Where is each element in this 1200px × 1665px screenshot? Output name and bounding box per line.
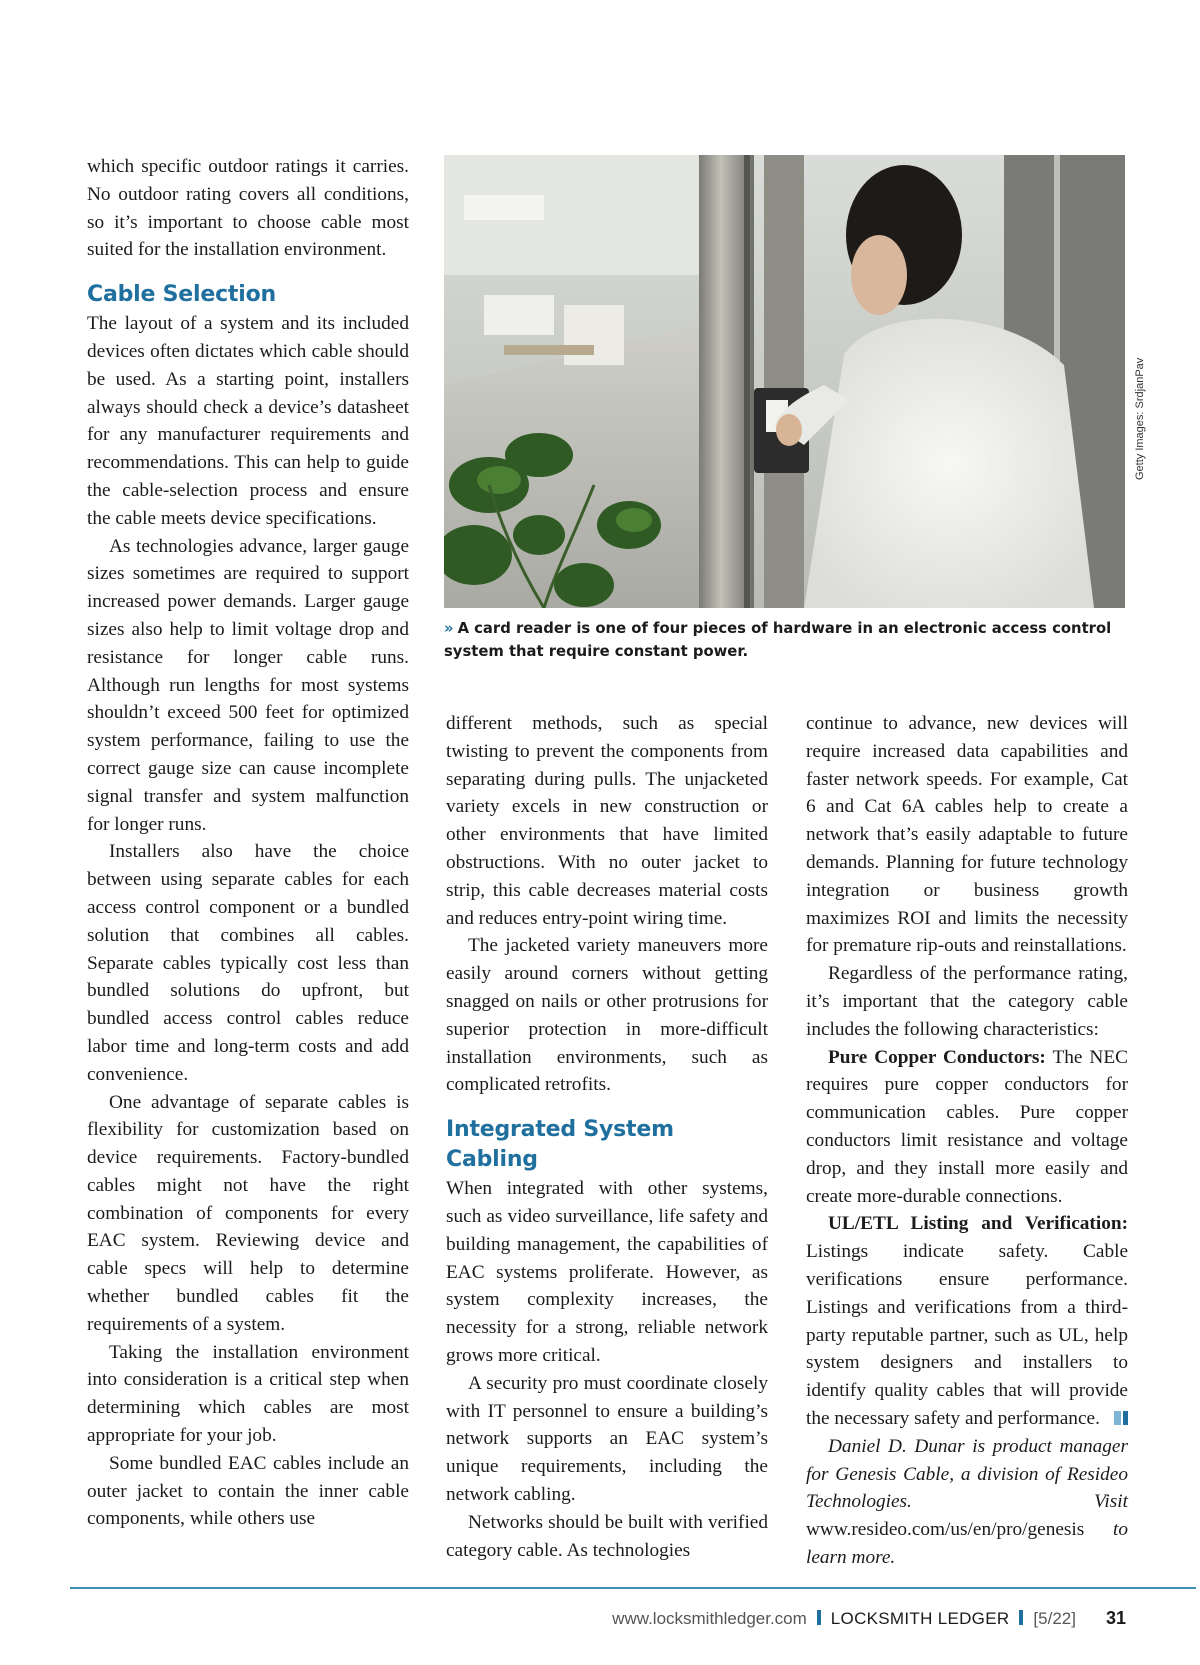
paragraph-text: The NEC requires pure copper conductors for communication cables. Pure copper conductors limit resistance and voltage drop, and they install more easily and create more-durable connections. <box>806 1046 1128 1207</box>
footer-url[interactable]: www.locksmithledger.com <box>612 1609 807 1628</box>
photo-caption <box>444 617 1134 663</box>
section-heading-cable-selection: Cable Selection <box>87 282 276 308</box>
paragraph: different methods, such as special twisting to prevent the components from separating during pulls. The unjacketed variety excels in new construction or other environments that have limited obstructions. With no outer jacket to strip, this cable decreases material costs and reduces entry-point wiring time. <box>446 713 768 929</box>
column-3 <box>806 710 1128 1572</box>
photo-credit: Getty Images: SrdjanPav <box>1134 357 1146 480</box>
run-in-heading: Pure Copper Conductors: <box>828 1046 1046 1068</box>
photo-illustration <box>444 155 1125 608</box>
run-in-heading: UL/ETL Listing and Verification: <box>828 1213 1128 1235</box>
column-1 <box>87 153 409 1533</box>
paragraph: Regardless of the performance rating, it’s important that the category cable includes the following characteristics: <box>806 963 1128 1040</box>
divider-icon <box>1019 1610 1023 1625</box>
end-mark-icon <box>1114 1411 1121 1425</box>
footer <box>612 1608 1126 1629</box>
bio-text: to learn more. <box>806 1519 1128 1568</box>
paragraph: As technologies advance, larger gauge sizes sometimes are required to support increased power demands. Larger gauge sizes also help to limit voltage drop and resistance for longer cable runs. Although run lengths for most systems shouldn’t exceed 500 feet for optimized system performance, failing to use the correct gauge size can cause incomplete signal transfer and system malfunction for longer runs. <box>87 535 409 835</box>
paragraph: When integrated with other systems, such as video surveillance, life safety and building management, the capabilities of EAC systems proliferate. However, as system complexity increases, the necessity for a strong, reliable network grows more critical. <box>446 1178 768 1366</box>
paragraph: The jacketed variety maneuvers more easily around corners without getting snagged on nails or other protrusions for superior protection in more-difficult installation environments, such as complicated retrofits. <box>446 935 768 1096</box>
paragraph: continue to advance, new devices will require increased data capabilities and faster network speeds. For example, Cat 6 and Cat 6A cables help to create a network that’s easily adaptable to future demands. Planning for future technology integration or business growth maximizes ROI and limits the necessity for premature rip-outs and reinstallations. <box>806 713 1128 957</box>
paragraph: Taking the installation environment into consideration is a critical step when determining which cables are most appropriate for your job. <box>87 1341 409 1447</box>
paragraph: Installers also have the choice between using separate cables for each access control component or a bundled solution that combines all cables. Separate cables typically cost less than bundled solutions do upfront, but bundled access control cables reduce labor time and long-term costs and add convenience. <box>87 841 409 1085</box>
page-number: 31 <box>1105 1608 1126 1628</box>
end-mark-icon <box>1123 1411 1128 1425</box>
author-bio <box>806 1433 1128 1572</box>
paragraph: which specific outdoor ratings it carries. No outdoor rating covers all conditions, so it’s important to choose cable most suited for the installation environment. <box>87 156 409 261</box>
paragraph: The layout of a system and its included devices often dictates which cable should be used. As a starting point, installers always should check a device’s datasheet for any manufacturer requirements and recommendations. This can help to guide the cable-selection process and ensure the cable meets device specifications. <box>87 313 409 529</box>
paragraph: One advantage of separate cables is flexibility for customization based on device requirements. Factory-bundled cables might not have the right combination of components for every EAC system. Reviewing device and cable specs will help to determine whether bundled cables fit the requirements of a system. <box>87 1091 409 1335</box>
bio-text: Daniel D. Dunar is product manager for Genesis Cable, a division of Resideo Technologies. Visit <box>806 1435 1128 1513</box>
footer-rule <box>70 1587 1196 1589</box>
paragraph-text: Listings indicate safety. Cable verifications ensure performance. Listings and verifications from a third-party reputable partner, such as UL, help system designers and installers to identify quality cables that will provide the necessary safety and performance. <box>806 1241 1128 1429</box>
paragraph: Networks should be built with verified category cable. As technologies <box>446 1511 768 1561</box>
paragraph: Some bundled EAC cables include an outer jacket to contain the inner cable components, while others use <box>87 1452 409 1530</box>
photo-card-reader <box>444 155 1125 608</box>
paragraph: A security pro must coordinate closely with IT personnel to ensure a building’s network supports an EAC system’s unique requirements, including the network cabling. <box>446 1372 768 1505</box>
column-2 <box>446 710 768 1564</box>
divider-icon <box>817 1610 821 1625</box>
caption-text: A card reader is one of four pieces of hardware in an electronic access control system that require constant power. <box>444 620 1112 660</box>
issue-date: [5/22] <box>1033 1609 1076 1628</box>
bio-link[interactable]: www.resideo.com/us/en/pro/genesis <box>806 1519 1085 1541</box>
chevron-right-icon: » <box>444 620 454 637</box>
paragraph <box>806 1044 1128 1211</box>
paragraph <box>806 1210 1128 1432</box>
section-heading-integrated-system-cabling: Integrated System Cabling <box>446 1117 674 1173</box>
magazine-name: LOCKSMITH LEDGER <box>830 1609 1010 1628</box>
